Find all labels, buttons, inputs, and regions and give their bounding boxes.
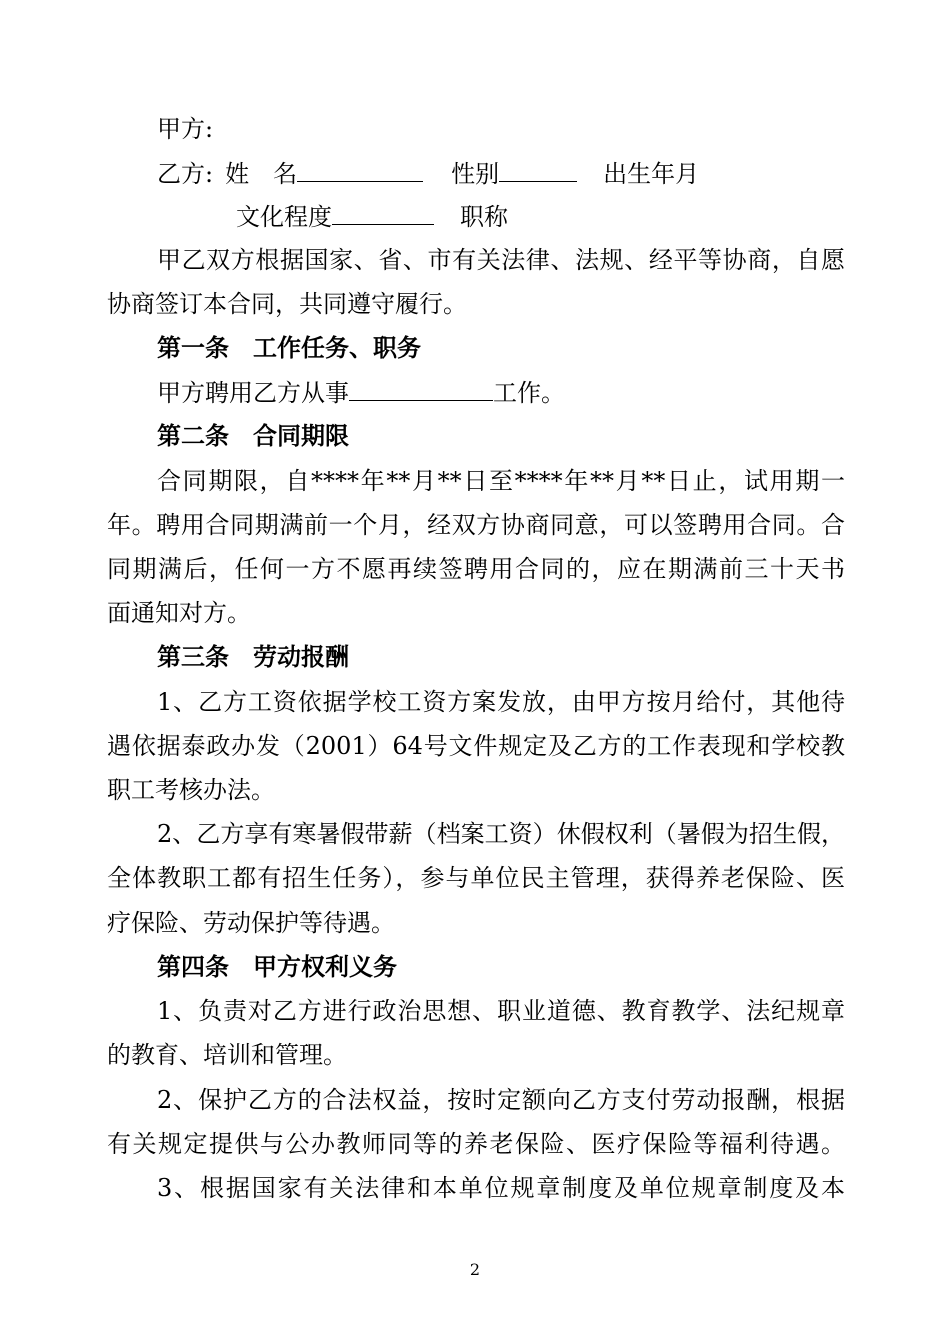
name-blank [297,157,423,182]
article-3-p2-line: 2、乙方享有寒暑假带薪（档案工资）休假权利（暑假为招生假， [157,820,845,848]
gender-blank [499,157,577,182]
party-b-row [157,157,699,190]
article-2-line: 合同期限，自****年**月**日至****年**月**日止，试用期一 [157,467,845,495]
party-b-row-2 [236,200,508,233]
intro-line-2: 协商签订本合同，共同遵守履行。 [107,290,467,318]
article-1-text-after: 工作。 [493,379,565,407]
article-2-line: 同期满后，任何一方不愿再续签聘用合同的，应在期满前三十天书 [107,555,845,583]
article-1-heading: 第一条 工作任务、职务 [157,333,421,362]
article-4-p1-line: 的教育、培训和管理。 [107,1041,347,1069]
education-label: 文化程度 [236,203,332,231]
article-2-heading: 第二条 合同期限 [157,421,349,450]
page-number: 2 [469,1260,481,1279]
article-3-p2-line: 疗保险、劳动保护等待遇。 [107,909,395,937]
work-blank [349,376,493,401]
article-4-p2-line: 有关规定提供与公办教师同等的养老保险、医疗保险等福利待遇。 [107,1130,845,1158]
article-1-text [157,376,565,409]
title-label: 职称 [460,203,508,231]
article-2-line: 面通知对方。 [107,599,251,627]
article-3-heading: 第三条 劳动报酬 [157,642,349,671]
article-3-p1-line: 遇依据泰政办发（2001）64号文件规定及乙方的工作表现和学校教 [107,732,845,760]
article-4-heading: 第四条 甲方权利义务 [157,952,397,981]
article-2-line: 年。聘用合同期满前一个月，经双方协商同意，可以签聘用合同。合 [107,511,845,539]
article-4-p2-line: 2、保护乙方的合法权益，按时定额向乙方支付劳动报酬，根据 [157,1086,845,1114]
article-1-text-before: 甲方聘用乙方从事 [157,379,349,407]
party-b-label: 乙方: [157,160,214,188]
article-3-p2-line: 全体教职工都有招生任务），参与单位民主管理，获得养老保险、医 [107,864,845,892]
party-a-label: 甲方: [157,115,214,143]
gender-label: 性别 [451,160,500,188]
article-3-p1-line: 1、乙方工资依据学校工资方案发放，由甲方按月给付，其他待 [157,688,845,716]
name-label: 姓 名 [225,160,298,188]
birth-label: 出生年月 [603,160,700,188]
article-3-p1-line: 职工考核办法。 [107,776,275,804]
article-4-p3-line: 3、根据国家有关法律和本单位规章制度及单位规章制度及本 [157,1174,845,1202]
intro-line-1: 甲乙双方根据国家、省、市有关法律、法规、经平等协商，自愿 [157,246,845,274]
article-4-p1-line: 1、负责对乙方进行政治思想、职业道德、教育教学、法纪规章 [157,997,845,1025]
education-blank [332,200,434,225]
